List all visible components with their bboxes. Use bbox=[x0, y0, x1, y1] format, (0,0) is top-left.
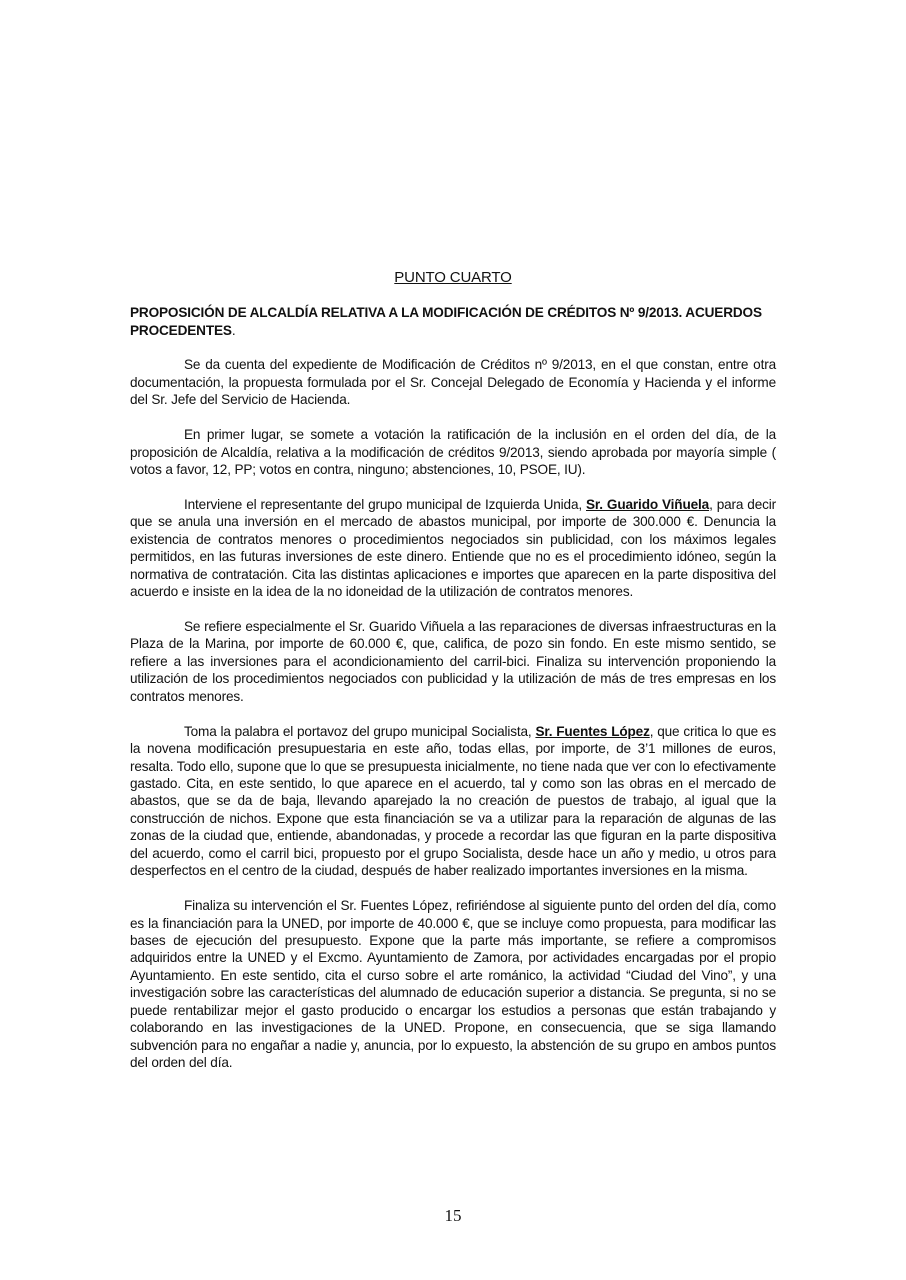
paragraph-3-start: Interviene el representante del grupo municipal de Izquierda Unida, bbox=[184, 496, 586, 512]
paragraph-5-start: Toma la palabra el portavoz del grupo municipal Socialista, bbox=[184, 723, 536, 739]
speaker-name: Sr. Fuentes López bbox=[535, 723, 650, 739]
heading-text: PROPOSICIÓN DE ALCALDÍA RELATIVA A LA MODIFICACIÓN DE CRÉDITOS Nº 9/2013. ACUERDOS PROCEDENTES bbox=[130, 305, 762, 338]
section-title: PUNTO CUARTO bbox=[394, 269, 512, 286]
paragraph-5 bbox=[130, 723, 776, 880]
heading-tail: . bbox=[231, 322, 236, 338]
paragraph-6: Finaliza su intervención el Sr. Fuentes López, refiriéndose al siguiente punto del orden del día, como es la financiación para la UNED, por importe de 40.000 €, que se incluye como propuesta, para modificar las bases de ejecución del presupuesto. Expone que la parte más importante, se refiere a compromisos adquiridos entre la UNED y el Excmo. Ayuntamiento de Zamora, por actividades encargadas por el propio Ayuntamiento. En este sentido, cita el curso sobre el arte románico, la actividad “Ciudad del Vino”, y una investigación sobre las características del alumnado de educación superior a distancia. Se pregunta, si no se puede rentabilizar mejor el gasto producido o encargar los estudios a personas que están trabajando y colaborando en las investigaciones de la UNED. Propone, en consecuencia, que se siga llamando subvención para no engañar a nadie y, anuncia, por lo expuesto, la abstención de su grupo en ambos puntos del orden del día. bbox=[130, 898, 776, 1071]
paragraph-4: Se refiere especialmente el Sr. Guarido Viñuela a las reparaciones de diversas infraestructuras en la Plaza de la Marina, por importe de 60.000 €, que, califica, de pozo sin fondo. En este mismo sentido, se refiere a las inversiones para el acondicionamiento del carril-bici. Finaliza su intervención proponiendo la utilización de los procedimientos negociados con publicidad y la utilización de más de tres empresas en los contratos menores. bbox=[130, 618, 776, 704]
paragraph-5-rest: , que critica lo que es la novena modificación presupuestaria en este año, todas ellas, por importe, de 3’1 millones de euros, resalta. Todo ello, supone que lo que se presupuesta inicialmente, no tiene nada que ver con lo efectivamente gastado. Cita, en este sentido, lo que aparece en el acuerdo, tal y como son las obras en el mercado de abastos, que se da de baja, llevando aparejado la no creación de puestos de trabajo, al igual que la construcción de nichos. Expone que esta financiación se va a utilizar para la reparación de algunas de las zonas de la ciudad que, entiende, abandonadas, y procede a recordar las que figuran en la parte dispositiva del acuerdo, como el carril bici, propuesto por el grupo Socialista, desde hace un año y medio, u otros para desperfectos en el centro de la ciudad, después de haber realizado importantes inversiones en la misma. bbox=[130, 723, 776, 879]
speaker-name: Sr. Guarido Viñuela bbox=[586, 496, 710, 512]
paragraph-3 bbox=[130, 496, 776, 601]
paragraph-3-rest: , para decir que se anula una inversión en el mercado de abastos municipal, por importe de 300.000 €. Denuncia la existencia de contratos menores o procedimientos negociados sin publicidad, con los máximos legales permitidos, en las futuras inversiones de este dinero. Entiende que no es el procedimiento idóneo, según la normativa de contratación. Cita las distintas aplicaciones e importes que aparecen en la parte dispositiva del acuerdo e insiste en la idea de la no idoneidad de la utilización de contratos menores. bbox=[130, 496, 777, 600]
paragraph-1: Se da cuenta del expediente de Modificación de Créditos nº 9/2013, en el que constan, entre otra documentación, la propuesta formulada por el Sr. Concejal Delegado de Economía y Hacienda y el informe del Sr. Jefe del Servicio de Hacienda. bbox=[130, 357, 776, 408]
document-body bbox=[130, 269, 776, 1089]
section-heading bbox=[130, 304, 776, 339]
paragraph-2: En primer lugar, se somete a votación la ratificación de la inclusión en el orden del día, de la proposición de Alcaldía, relativa a la modificación de créditos 9/2013, siendo aprobada por mayoría simple ( votos a favor, 12, PP; votos en contra, ninguno; abstenciones, 10, PSOE, IU). bbox=[130, 427, 776, 478]
page-number: 15 bbox=[444, 1206, 462, 1225]
